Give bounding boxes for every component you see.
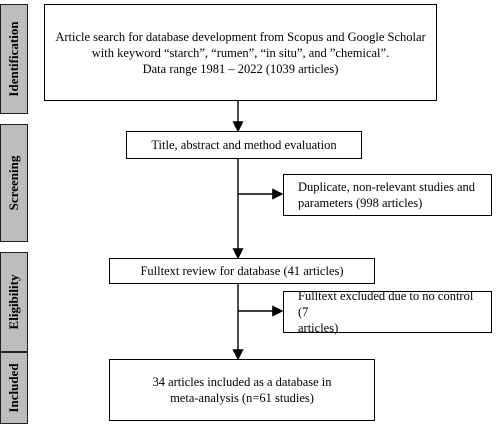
screening-excluded-box	[283, 174, 492, 216]
eligibility-excluded-text: Fulltext excluded due to no control (7 articles)	[298, 289, 474, 335]
screening-box	[126, 131, 362, 159]
screening-text: Title, abstract and method evaluation	[151, 138, 337, 152]
included-text: 34 articles included as a database in meta-analysis (n=61 studies)	[152, 375, 332, 405]
stage-eligibility-label: Eligibility	[6, 274, 21, 330]
stage-identification-label: Identification	[6, 21, 21, 97]
stage-screening-label: Screening	[6, 155, 21, 211]
identification-text: Article search for database development from Scopus and Google Scholar with keyword “starch”, “rumen”, “in situ”, and ”chemical”. Data range 1981 – 2022 (1039 articles)	[55, 29, 426, 76]
eligibility-excluded-box	[283, 291, 492, 333]
screening-excluded-text: Duplicate, non-relevant studies and parameters (998 articles)	[298, 180, 476, 210]
eligibility-text: Fulltext review for database (41 articles)	[140, 264, 344, 278]
eligibility-box	[109, 258, 375, 284]
stage-included-label: Included	[6, 363, 21, 413]
identification-box	[44, 4, 437, 101]
included-box	[109, 359, 375, 421]
